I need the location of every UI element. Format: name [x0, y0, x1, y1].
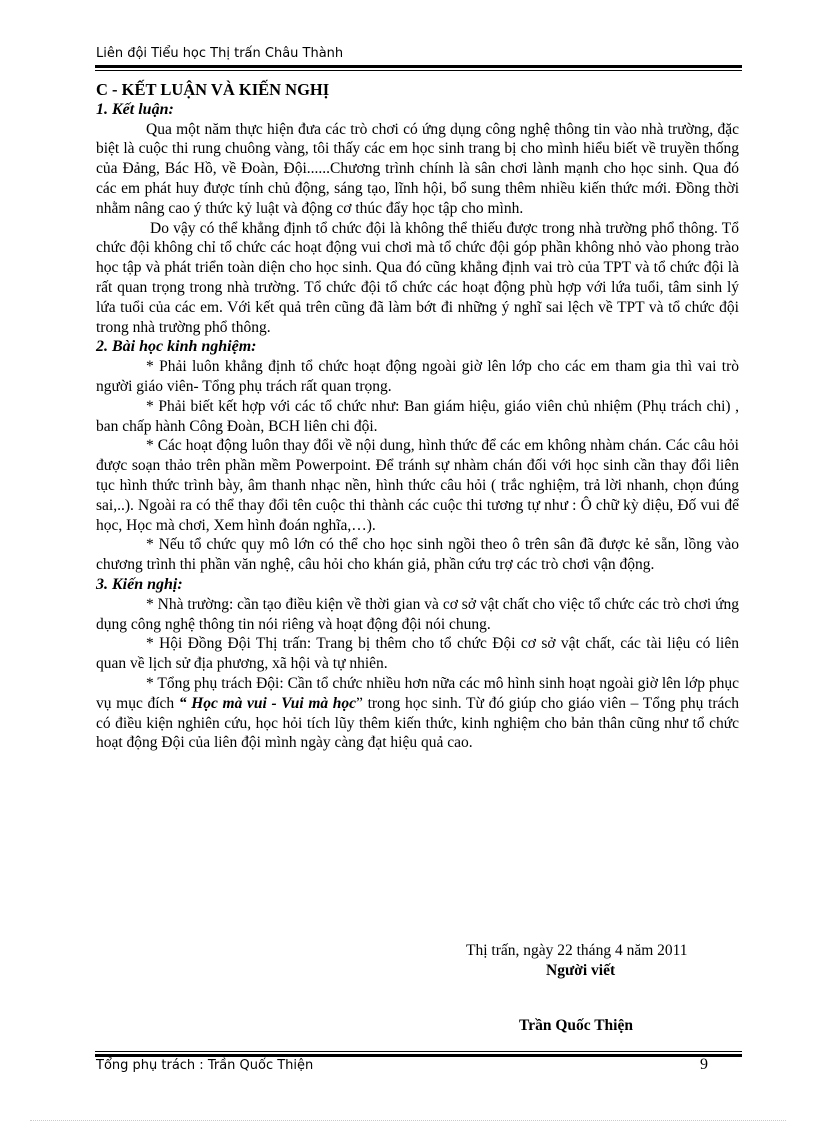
footer-rule-thin: [95, 1051, 742, 1052]
signature-name: Trần Quốc Thiện: [519, 1017, 633, 1034]
page-header: Liên đội Tiểu học Thị trấn Châu Thành: [96, 46, 344, 61]
proposals-paragraph-3: [96, 674, 739, 753]
motto-text: “ Học mà vui - Vui mà học: [178, 694, 357, 712]
signature-date: Thị trấn, ngày 22 tháng 4 năm 2011: [466, 942, 688, 959]
lessons-paragraph-2: * Phải biết kết hợp với các tổ chức như: Ban giám hiệu, giáo viên chủ nhiệm (Phụ trách chi) , ban chấp hành Công Đoàn, BCH liên chi đội.: [96, 397, 739, 435]
proposals-p3-after: ” trong học sinh. Từ đó giúp cho giáo viên – Tổng phụ trách có điều kiện nghiên cứu, học hỏi tích lũy thêm kiến thức, kinh nghiệm cho bản thân cũng như tổ chức hoạt động Đội của liên đội mình ngày càng đạt hiệu quả cao.: [96, 694, 739, 752]
section-title: C - KẾT LUẬN VÀ KIẾN NGHỊ: [96, 80, 330, 99]
conclusion-heading: 1. Kết luận:: [96, 100, 174, 118]
header-rule-thin: [95, 70, 742, 71]
lessons-paragraph-3: * Các hoạt động luôn thay đổi về nội dung, hình thức để các em không nhàm chán. Các câu hỏi được soạn thảo trên phần mềm Powerpoint. Để tránh sự nhàm chán đối với học sinh cần thay đổi liên tục hình thức trình bày, âm thanh nhạc nền, hình thức câu hỏi ( trắc nghiệm, trả lời nhanh, chọn đúng sai,..). Ngoài ra có thể thay đổi tên cuộc thi thành các cuộc thi tương tự như : Ô chữ kỳ diệu, Đố vui để học, Học mà chơi, Xem hình đoán nghĩa,…).: [96, 437, 739, 534]
proposals-heading: 3. Kiến nghị:: [96, 575, 183, 593]
proposals-p3-before: * Tổng phụ trách Đội: Cần tổ chức nhiều hơn nữa các mô hình sinh hoạt ngoài giờ lên lớp phục vụ mục đích: [96, 674, 739, 712]
header-rule-thick: [95, 65, 742, 68]
proposals-paragraph-1: * Nhà trường: cần tạo điều kiện về thời gian và cơ sở vật chất cho việc tổ chức các trò chơi ứng dụng công nghệ thông tin nói riêng và hoạt động đội nói chung.: [96, 595, 739, 633]
page-number: 9: [700, 1056, 708, 1073]
document-body: [96, 80, 739, 753]
page-footer: Tổng phụ trách : Trần Quốc Thiện: [96, 1058, 314, 1073]
lessons-paragraph-4: * Nếu tổ chức quy mô lớn có thể cho học sinh ngồi theo ô trên sân đã được kẻ sẵn, lồng vào chương trình thi phần văn nghệ, câu hỏi cho khán giả, phần cứu trợ các trò chơi vận động.: [96, 536, 739, 574]
conclusion-paragraph-2: Do vậy có thể khẳng định tổ chức đội là không thể thiếu được trong nhà trường phổ thông. Tổ chức đội không chỉ tổ chức các hoạt động vui chơi mà tổ chức đội góp phần không nhỏ vào phong trào học tập và phát triển toàn diện cho học sinh. Qua đó cũng khẳng định vai trò của TPT và tổ chức đội là rất quan trọng trong nhà trường. Tổ chức đội tổ chức các hoạt động phù hợp với lứa tuổi, tâm sinh lý lứa tuổi của các em. Với kết quả trên cũng đã làm bớt đi những ý nghĩ sai lệch về TPT và tổ chức đội trong nhà trường phổ thông.: [96, 219, 739, 336]
proposals-paragraph-2: * Hội Đồng Đội Thị trấn: Trang bị thêm cho tổ chức Đội cơ sở vật chất, các tài liệu có liên quan về lịch sử địa phương, xã hội và tự nhiên.: [96, 635, 739, 673]
page-bottom-divider: [30, 1120, 786, 1121]
lessons-heading: 2. Bài học kinh nghiệm:: [96, 338, 257, 356]
lessons-paragraph-1: * Phải luôn khẳng định tổ chức hoạt động ngoài giờ lên lớp cho các em tham gia thì vai trò người giáo viên- Tổng phụ trách rất quan trọng.: [96, 358, 739, 395]
signature-role: Người viết: [546, 962, 616, 979]
footer-rule-thick: [95, 1054, 742, 1057]
conclusion-paragraph-1: Qua một năm thực hiện đưa các trò chơi có ứng dụng công nghệ thông tin vào nhà trường, đặc biệt là cuộc thi rung chuông vàng, tôi thấy các em học sinh trang bị cho mình hiểu biết về truyền thống của Đảng, Bác Hồ, về Đoàn, Đội......Chương trình chính là sân chơi lành mạnh cho học sinh. Qua đó các em phát huy được tính chủ động, sáng tạo, lĩnh hội, bổ sung thêm nhiều kiến thức mới. Đồng thời nhằm nâng cao ý thức kỷ luật và động cơ thúc đẩy học tập cho mình.: [96, 120, 739, 217]
